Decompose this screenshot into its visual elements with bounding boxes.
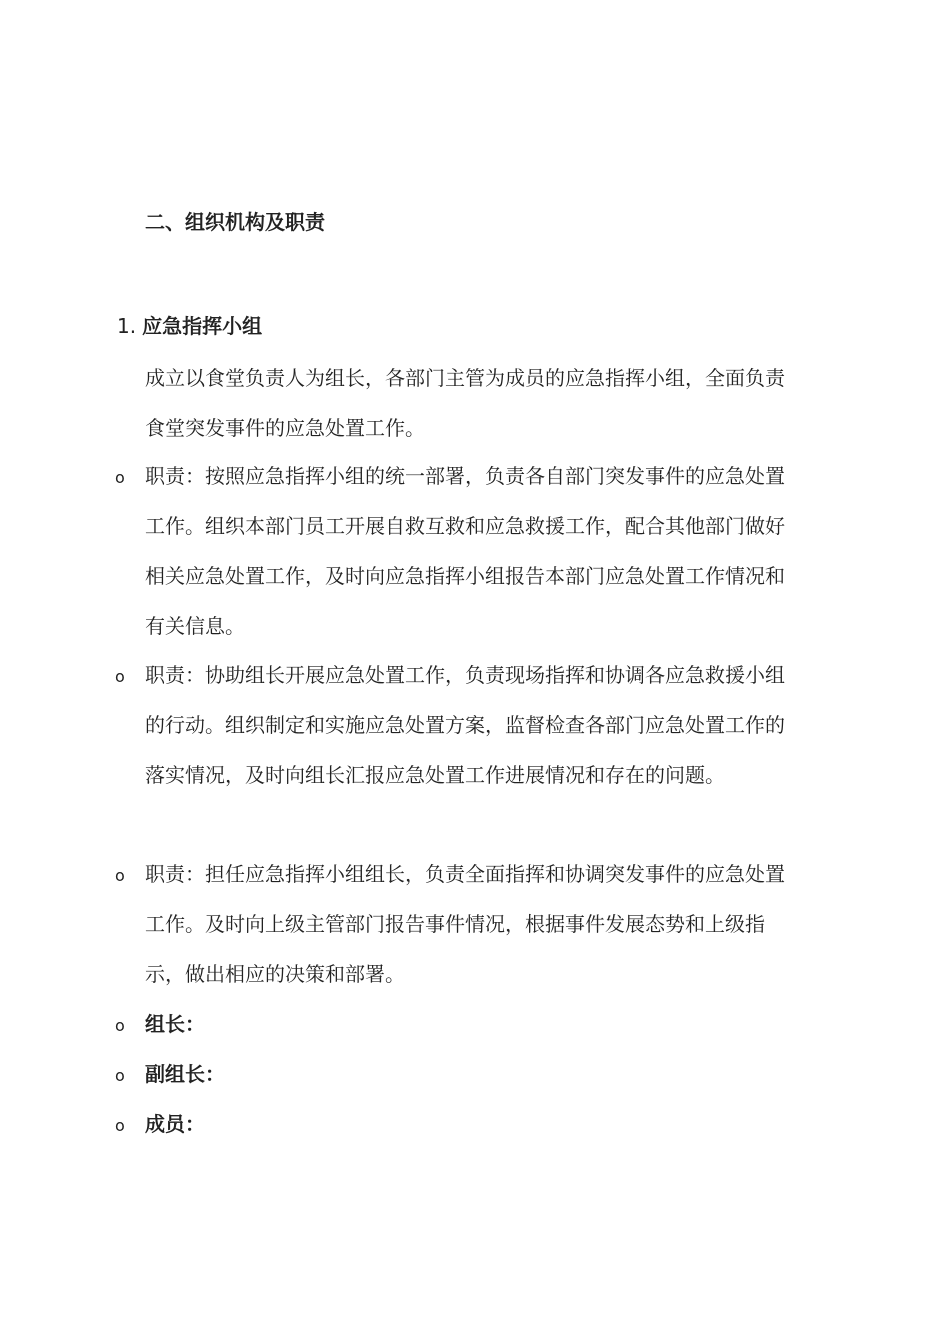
list-item-duty-2: 职责：协助组长开展应急处置工作，负责现场指挥和协调各应急救援小组的行动。组织制定和实施应急处置方案，监督检查各部门应急处置工作的落实情况，及时向组长汇报应急处置工作进展情况和存在的问题。	[145, 663, 785, 787]
list-bullet: o	[115, 866, 125, 885]
subsection-title: 应急指挥小组	[142, 314, 263, 338]
list-bullet: o	[115, 1066, 125, 1085]
section-heading: 二、组织机构及职责	[145, 210, 325, 234]
list-bullet: o	[115, 1116, 125, 1135]
subsection-number: 1.	[117, 314, 137, 338]
list-item-leader: 组长：	[145, 1012, 205, 1036]
list-item-duty-3: 职责：担任应急指挥小组组长，负责全面指挥和协调突发事件的应急处置工作。及时向上级主管部门报告事件情况，根据事件发展态势和上级指示，做出相应的决策和部署。	[145, 862, 785, 986]
subsection-heading	[117, 311, 262, 341]
list-bullet: o	[115, 1016, 125, 1035]
list-item-deputy-leader: 副组长：	[145, 1062, 225, 1086]
list-item-members: 成员：	[145, 1112, 205, 1136]
intro-paragraph: 成立以食堂负责人为组长，各部门主管为成员的应急指挥小组，全面负责食堂突发事件的应急处置工作。	[145, 366, 785, 440]
list-bullet: o	[115, 468, 125, 487]
list-bullet: o	[115, 667, 125, 686]
list-item-duty-1: 职责：按照应急指挥小组的统一部署，负责各自部门突发事件的应急处置工作。组织本部门员工开展自救互救和应急救援工作，配合其他部门做好相关应急处置工作，及时向应急指挥小组报告本部门应急处置工作情况和有关信息。	[145, 464, 785, 638]
